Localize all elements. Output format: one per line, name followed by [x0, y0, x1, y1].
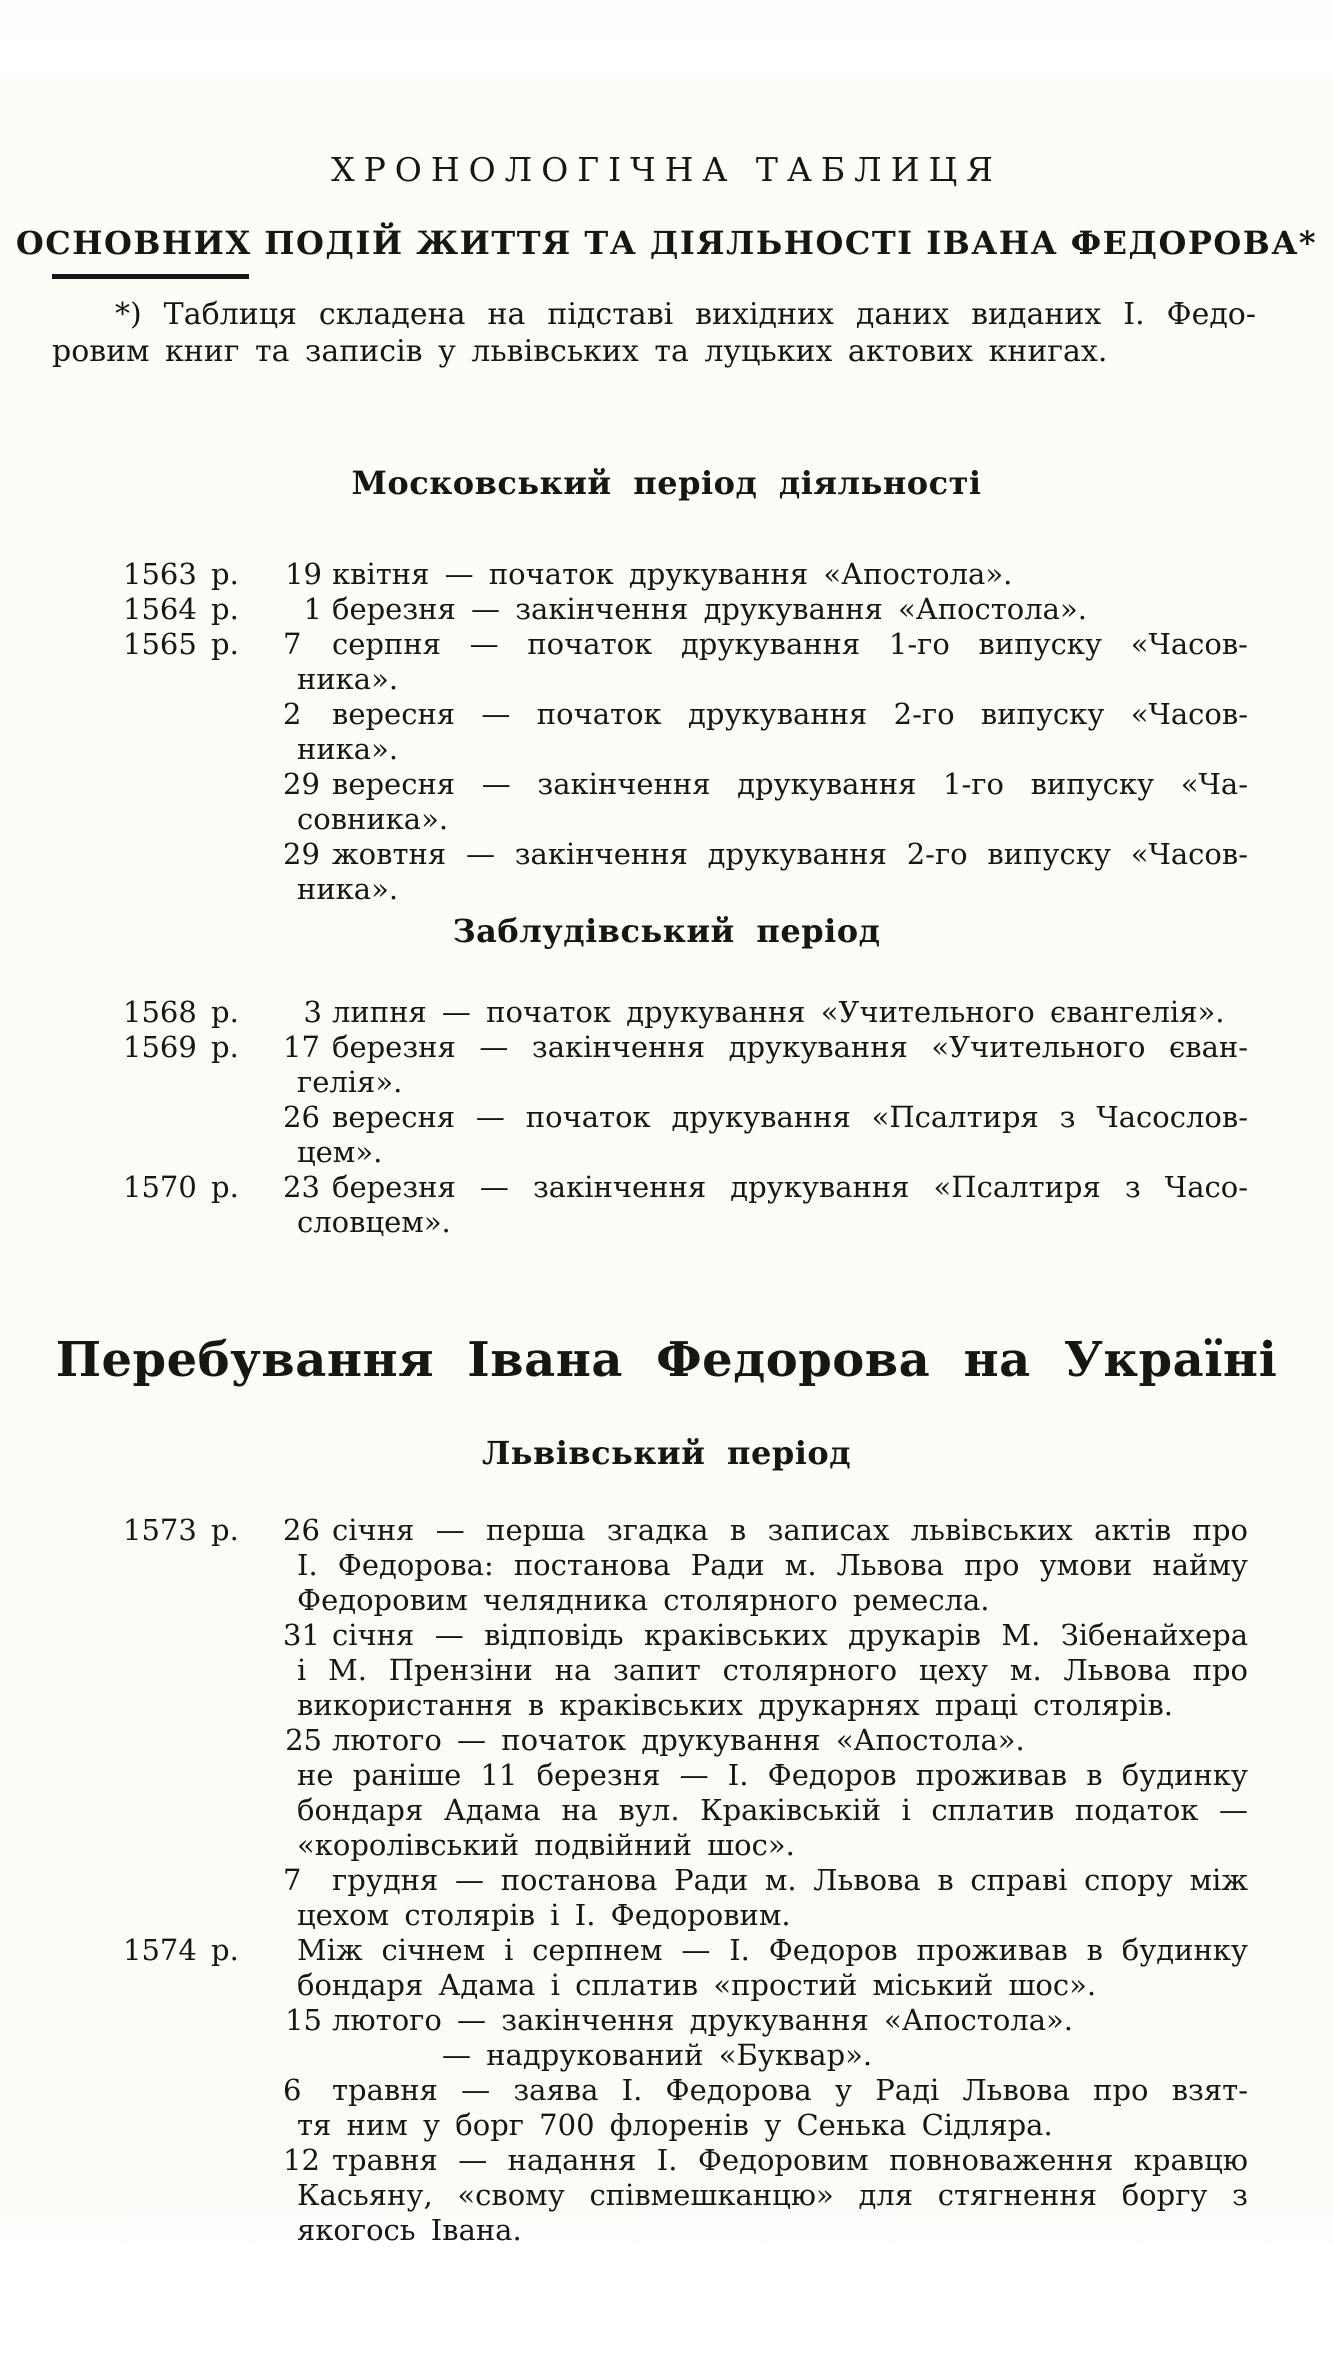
entry-text — [297, 1933, 1248, 2003]
timeline-entry — [0, 2038, 1333, 2073]
entry-text-line: 29 жовтня — закінчення друкування 2-го випуску «Часов- — [283, 837, 1248, 871]
entry-day: 15 — [285, 2003, 322, 2037]
section-heading-moscow-period: Московський період діяльності — [351, 464, 982, 502]
entry-text — [283, 2143, 1248, 2248]
entry-text-line: — надрукований «Буквар». — [442, 2038, 873, 2072]
entry-text-line: 15 лютого — закінчення друкування «Апостола». — [297, 2003, 1248, 2038]
entry-year-label: 1565 р. — [123, 627, 239, 661]
timeline-entry — [0, 592, 1333, 627]
timeline-entry — [0, 627, 1333, 697]
entry-text — [283, 1513, 1248, 1618]
timeline-lviv-period — [0, 1513, 1333, 2248]
entry-day: 29 — [283, 767, 320, 801]
entry-text — [285, 1723, 1248, 1758]
entry-day: 7 — [283, 627, 302, 661]
timeline-entry — [0, 2003, 1333, 2038]
footnote-line: *) Таблиця складена на підставі вихідних даних виданих І. Федо- — [115, 297, 1256, 332]
timeline-entry — [0, 995, 1333, 1030]
entry-text — [285, 2003, 1248, 2038]
entry-year-label: 1568 р. — [123, 995, 239, 1029]
timeline-entry — [0, 837, 1333, 907]
timeline-moscow-period — [0, 557, 1333, 907]
timeline-entry — [0, 1933, 1333, 2003]
entry-text — [297, 2038, 1248, 2073]
entry-text-line: «королівський подвійний шос». — [297, 1828, 795, 1862]
entry-text — [283, 1618, 1248, 1723]
entry-year-label: 1563 р. — [123, 557, 239, 591]
timeline-entry — [0, 1030, 1333, 1100]
entry-text — [283, 837, 1248, 907]
entry-text — [283, 1170, 1248, 1240]
entry-text-line: 23 березня — закінчення друкування «Псалтиря з Часо- — [283, 1170, 1248, 1204]
timeline-entry — [0, 1513, 1333, 1618]
entry-day: 7 — [283, 1863, 302, 1897]
entry-text-line: 19 квітня — початок друкування «Апостола». — [297, 557, 1248, 592]
timeline-entry — [0, 2143, 1333, 2248]
entry-text-line: 17 березня — закінчення друкування «Учительного єван- — [283, 1030, 1248, 1064]
entry-day: 31 — [283, 1618, 320, 1652]
chapter-heading-ukraine: Перебування Івана Федорова на Україні — [55, 1332, 1278, 1388]
entry-text-line: ника». — [297, 872, 399, 906]
entry-text — [283, 767, 1248, 837]
entry-day: 25 — [285, 1723, 322, 1757]
entry-year-label: 1564 р. — [123, 592, 239, 626]
timeline-entry — [0, 1863, 1333, 1933]
entry-text-line: словцем». — [297, 1205, 451, 1239]
entry-day: 23 — [283, 1170, 320, 1204]
entry-day: 17 — [283, 1030, 320, 1064]
entry-text-line: 31 січня — відповідь краківських друкарів М. Зібенайхера — [283, 1618, 1248, 1652]
entry-day: 26 — [283, 1100, 320, 1134]
entry-year-label: 1573 р. — [123, 1513, 239, 1547]
entry-text — [297, 995, 1248, 1030]
entry-day: 2 — [283, 697, 302, 731]
entry-text-line: 1 березня — закінчення друкування «Апостола». — [297, 592, 1248, 627]
entry-text — [297, 1758, 1248, 1863]
entry-year-label: 1569 р. — [123, 1030, 239, 1064]
footnote-line: ровим книг та записів у львівських та луцьких актових книгах. — [52, 334, 1108, 369]
entry-text — [283, 1863, 1248, 1933]
timeline-entry — [0, 1618, 1333, 1723]
entry-text-line: 26 січня — перша згадка в записах львівських актів про — [283, 1513, 1248, 1547]
entry-text-line: якогось Івана. — [297, 2213, 522, 2247]
entry-day: 3 — [303, 995, 322, 1029]
entry-text-line: 25 лютого — початок друкування «Апостола». — [297, 1723, 1248, 1758]
entry-day: 1 — [303, 592, 322, 626]
timeline-entry — [0, 767, 1333, 837]
entry-text — [297, 592, 1248, 627]
entry-text — [285, 557, 1248, 592]
entry-day: 29 — [283, 837, 320, 871]
entry-text-line: Федоровим челядника столярного ремесла. — [297, 1583, 990, 1617]
entry-day: 12 — [283, 2143, 320, 2177]
entry-text-line: І. Федорова: постанова Ради м. Львова про умови найму — [297, 1548, 1248, 1582]
timeline-entry — [0, 697, 1333, 767]
entry-text — [283, 1100, 1248, 1170]
timeline-entry — [0, 1170, 1333, 1240]
entry-text-line: 7 серпня — початок друкування 1-го випуску «Часов- — [283, 627, 1248, 661]
timeline-entry — [0, 1723, 1333, 1758]
entry-text — [283, 697, 1248, 767]
entry-text-line: ника». — [297, 732, 399, 766]
entry-text — [283, 627, 1248, 697]
entry-text-line: совника». — [297, 802, 449, 836]
entry-text-line: 29 вересня — закінчення друкування 1-го випуску «Ча- — [283, 767, 1248, 801]
entry-text — [283, 1030, 1248, 1100]
entry-text-line: бондаря Адама на вул. Краківській і сплатив податок — — [297, 1793, 1248, 1827]
entry-text-line: 26 вересня — початок друкування «Псалтиря з Часослов- — [283, 1100, 1248, 1134]
entry-year-label: 1570 р. — [123, 1170, 239, 1204]
entry-text-line: не раніше 11 березня — І. Федоров проживав в будинку — [297, 1758, 1248, 1792]
timeline-entry — [0, 2073, 1333, 2143]
footnote — [52, 296, 1256, 370]
entry-year-label: 1574 р. — [123, 1933, 239, 1967]
timeline-zabludiv-period — [0, 995, 1333, 1240]
entry-text-line: цехом столярів і І. Федоровим. — [297, 1898, 791, 1932]
entry-text-line: 3 липня — початок друкування «Учительного євангелія». — [297, 995, 1248, 1030]
entry-text-line: використання в краківських друкарнях праці столярів. — [297, 1688, 1174, 1722]
document-title: ХРОНОЛОГІЧНА ТАБЛИЦЯ — [331, 150, 1002, 189]
entry-text-line: цем». — [297, 1135, 383, 1169]
entry-text-line: бондаря Адама і сплатив «простий міський шос». — [297, 1968, 1097, 2002]
entry-text — [283, 2073, 1248, 2143]
entry-text-line: Касьяну, «свому співмешканцю» для стягнення боргу з — [297, 2178, 1248, 2212]
entry-text-line: ника». — [297, 662, 399, 696]
entry-day: 6 — [283, 2073, 302, 2107]
entry-text-line: Між січнем і серпнем — І. Федоров проживав в будинку — [297, 1933, 1248, 1967]
entry-text-line: 7 грудня — постанова Ради м. Львова в справі спору між — [283, 1863, 1248, 1897]
timeline-entry — [0, 1758, 1333, 1863]
timeline-entry — [0, 1100, 1333, 1170]
section-heading-zabludiv-period: Заблудівський період — [452, 912, 881, 950]
footnote-rule — [52, 274, 249, 279]
entry-text-line: і М. Прензіни на запит столярного цеху м. Львова про — [297, 1653, 1248, 1687]
entry-day: 26 — [283, 1513, 320, 1547]
section-heading-lviv-period: Львівський період — [481, 1434, 852, 1472]
entry-text-line: тя ним у борг 700 флоренів у Сенька Сідляра. — [297, 2108, 1053, 2142]
timeline-entry — [0, 557, 1333, 592]
entry-text-line: 12 травня — надання І. Федоровим повноваження кравцю — [283, 2143, 1248, 2177]
document-subtitle: ОСНОВНИХ ПОДІЙ ЖИТТЯ ТА ДІЯЛЬНОСТІ ІВАНА ФЕДОРОВА* — [15, 224, 1318, 262]
entry-day: 19 — [285, 557, 322, 591]
entry-text-line: 2 вересня — початок друкування 2-го випуску «Часов- — [283, 697, 1248, 731]
entry-text-line: гелія». — [297, 1065, 403, 1099]
entry-text-line: 6 травня — заява І. Федорова у Раді Львова про взят- — [283, 2073, 1248, 2107]
